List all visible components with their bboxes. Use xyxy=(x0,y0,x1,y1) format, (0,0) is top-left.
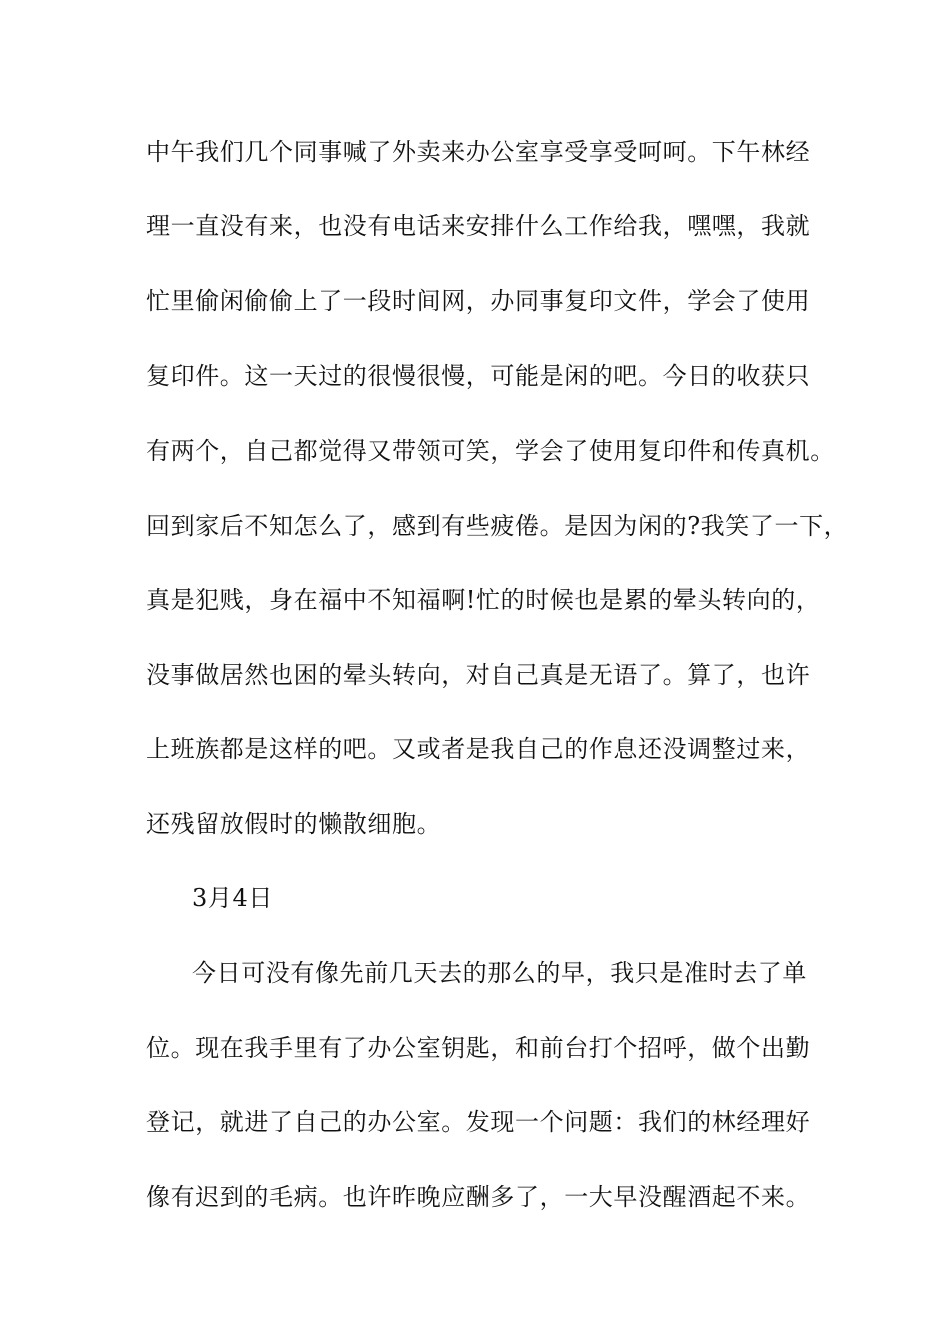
date-heading: 3月4日 xyxy=(192,884,273,912)
text-line: 真是犯贱，身在福中不知福啊!忙的时候也是累的晕头转向的， xyxy=(146,586,821,614)
text-line: 忙里偷闲偷偷上了一段时间网，办同事复印文件，学会了使用 xyxy=(146,287,811,315)
text-line: 有两个，自己都觉得又带领可笑，学会了使用复印件和传真机。 xyxy=(146,437,835,465)
text-line: 回到家后不知怎么了，感到有些疲倦。是因为闲的?我笑了一下， xyxy=(146,512,849,540)
text-line: 登记，就进了自己的办公室。发现一个问题：我们的林经理好 xyxy=(146,1108,811,1136)
text-line: 位。现在我手里有了办公室钥匙，和前台打个招呼，做个出勤 xyxy=(146,1034,811,1062)
text-line: 理一直没有来，也没有电话来安排什么工作给我，嘿嘿，我就 xyxy=(146,212,811,240)
paragraph-first-line: 今日可没有像先前几天去的那么的早，我只是准时去了单 xyxy=(192,959,807,987)
text-line: 没事做居然也困的晕头转向，对自己真是无语了。算了，也许 xyxy=(146,661,811,689)
text-line: 复印件。这一天过的很慢很慢，可能是闲的吧。今日的收获只 xyxy=(146,362,811,390)
text-line: 像有迟到的毛病。也许昨晚应酬多了，一大早没醒酒起不来。 xyxy=(146,1183,811,1211)
text-line: 还残留放假时的懒散细胞。 xyxy=(146,810,442,838)
text-line: 中午我们几个同事喊了外卖来办公室享受享受呵呵。下午林经 xyxy=(146,138,811,166)
text-line: 上班族都是这样的吧。又或者是我自己的作息还没调整过来， xyxy=(146,735,811,763)
